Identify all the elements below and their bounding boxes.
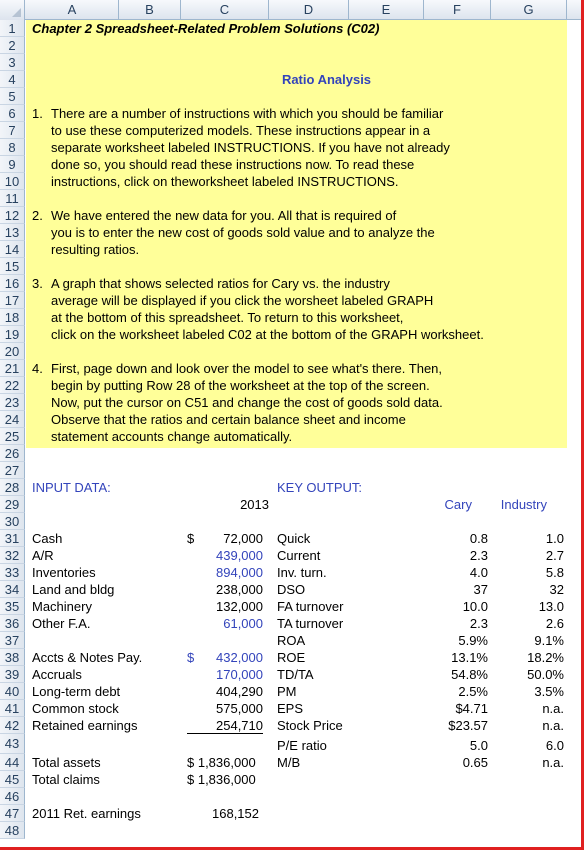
row-header-37[interactable]: 37 xyxy=(0,632,25,649)
output-cary: 0.8 xyxy=(469,531,488,546)
instruction-line: resulting ratios. xyxy=(51,242,140,257)
sheet-title: Chapter 2 Spreadsheet-Related Problem Solutions (C02) xyxy=(32,21,380,36)
year-header: 2013 xyxy=(240,497,269,512)
input-value: 132,000 xyxy=(216,599,263,614)
total-assets-value: $ 1,836,000 xyxy=(187,755,256,770)
instruction-number: 3. xyxy=(32,276,43,291)
row-header-36[interactable]: 36 xyxy=(0,615,25,632)
output-label: Stock Price xyxy=(277,718,343,733)
output-label: TA turnover xyxy=(277,616,344,631)
output-industry: 32 xyxy=(549,582,564,597)
instruction-number: 1. xyxy=(32,106,43,121)
instruction-line: A graph that shows selected ratios for Cary vs. the industry xyxy=(51,276,390,291)
output-industry: n.a. xyxy=(542,718,564,733)
instruction-line: There are a number of instructions with which you should be familiar xyxy=(51,106,444,121)
row-header-31[interactable]: 31 xyxy=(0,530,25,547)
output-industry: 2.6 xyxy=(545,616,564,631)
total-claims-label: Total claims xyxy=(32,772,100,787)
input-value: 72,000 xyxy=(223,531,263,546)
output-label: DSO xyxy=(277,582,306,597)
row-header-1[interactable]: 1 xyxy=(0,20,25,37)
row-header-15[interactable]: 15 xyxy=(0,258,25,275)
instruction-line: Now, put the cursor on C51 and change the cost of goods sold data. xyxy=(51,395,443,410)
output-label: Quick xyxy=(277,531,311,546)
input-value: 254,710 xyxy=(187,717,263,734)
row-header-27[interactable]: 27 xyxy=(0,462,25,479)
row-header-19[interactable]: 19 xyxy=(0,326,25,343)
row-header-40[interactable]: 40 xyxy=(0,683,25,700)
column-header-g[interactable]: G xyxy=(491,0,567,20)
output-label: ROE xyxy=(277,650,306,665)
output-cary: 5.9% xyxy=(458,633,488,648)
output-industry: 1.0 xyxy=(545,531,564,546)
row-header-7[interactable]: 7 xyxy=(0,122,25,139)
output-cary: 4.0 xyxy=(469,565,488,580)
input-value: 575,000 xyxy=(216,701,263,716)
output-cary: 10.0 xyxy=(462,599,488,614)
input-label: Other F.A. xyxy=(32,616,91,631)
dollar-sign: $ xyxy=(187,650,195,665)
row-header-34[interactable]: 34 xyxy=(0,581,25,598)
input-label: Inventories xyxy=(32,565,96,580)
row-header-16[interactable]: 16 xyxy=(0,275,25,292)
output-cary: $23.57 xyxy=(448,718,488,733)
row-header-47[interactable]: 47 xyxy=(0,805,25,822)
instruction-line: click on the worksheet labeled C02 at the bottom of the GRAPH worksheet. xyxy=(51,327,484,342)
output-cary: 13.1% xyxy=(451,650,488,665)
output-cary: 2.3 xyxy=(469,548,488,563)
input-label: Machinery xyxy=(32,599,92,614)
row-header-35[interactable]: 35 xyxy=(0,598,25,615)
output-cary: 5.0 xyxy=(469,738,488,753)
output-industry: 2.7 xyxy=(545,548,564,563)
row-header-8[interactable]: 8 xyxy=(0,139,25,156)
output-cary: 0.65 xyxy=(462,755,488,770)
row-header-21[interactable]: 21 xyxy=(0,360,25,377)
output-label: TD/TA xyxy=(277,667,314,682)
row-header-9[interactable]: 9 xyxy=(0,156,25,173)
column-header-d[interactable]: D xyxy=(269,0,349,20)
instruction-line: begin by putting Row 28 of the worksheet at the top of the screen. xyxy=(51,378,430,393)
ret-earnings-value: 168,152 xyxy=(212,806,259,821)
cary-header: Cary xyxy=(444,497,472,512)
input-value: 894,000 xyxy=(216,565,263,580)
row-header-24[interactable]: 24 xyxy=(0,411,25,428)
instruction-line: statement accounts change automatically. xyxy=(51,429,293,444)
row-header-11[interactable]: 11 xyxy=(0,190,25,207)
row-header-39[interactable]: 39 xyxy=(0,666,25,683)
row-header-22[interactable]: 22 xyxy=(0,377,25,394)
key-output-label: KEY OUTPUT: xyxy=(277,480,363,495)
input-label: A/R xyxy=(32,548,54,563)
input-label: Accruals xyxy=(32,667,82,682)
output-cary: 37 xyxy=(473,582,488,597)
input-value: 170,000 xyxy=(216,667,263,682)
input-label: Cash xyxy=(32,531,63,546)
row-header-41[interactable]: 41 xyxy=(0,700,25,717)
instruction-line: to use these computerized models. These instructions appear in a xyxy=(51,123,431,138)
row-header-26[interactable]: 26 xyxy=(0,445,25,462)
row-header-17[interactable]: 17 xyxy=(0,292,25,309)
instruction-line: instructions, click on theworksheet labeled INSTRUCTIONS. xyxy=(51,174,399,189)
row-header-33[interactable]: 33 xyxy=(0,564,25,581)
column-header-c[interactable]: C xyxy=(181,0,269,20)
row-header-3[interactable]: 3 xyxy=(0,54,25,71)
instruction-line: at the bottom of this spreadsheet. To return to this worksheet, xyxy=(51,310,404,325)
row-header-5[interactable]: 5 xyxy=(0,88,25,105)
row-header-25[interactable]: 25 xyxy=(0,428,25,445)
row-header-28[interactable]: 28 xyxy=(0,479,25,496)
output-label: P/E ratio xyxy=(277,738,327,753)
instruction-line: Observe that the ratios and certain balance sheet and income xyxy=(51,412,406,427)
instruction-line: First, page down and look over the model to see what's there. Then, xyxy=(51,361,443,376)
column-header-a[interactable]: A xyxy=(26,0,119,20)
row-header-2[interactable]: 2 xyxy=(0,37,25,54)
total-claims-value: $ 1,836,000 xyxy=(187,772,256,787)
row-header-30[interactable]: 30 xyxy=(0,513,25,530)
output-industry: n.a. xyxy=(542,755,564,770)
row-header-23[interactable]: 23 xyxy=(0,394,25,411)
row-header-14[interactable]: 14 xyxy=(0,241,25,258)
input-label: Accts & Notes Pay. xyxy=(32,650,143,665)
output-label: PM xyxy=(277,684,297,699)
input-label: Retained earnings xyxy=(32,718,138,733)
row-header-10[interactable]: 10 xyxy=(0,173,25,190)
row-header-12[interactable]: 12 xyxy=(0,207,25,224)
row-header-42[interactable]: 42 xyxy=(0,717,25,734)
industry-header: Industry xyxy=(500,497,547,512)
instruction-line: you is to enter the new cost of goods sold value and to analyze the xyxy=(51,225,435,240)
input-value: 238,000 xyxy=(216,582,263,597)
instruction-line: separate worksheet labeled INSTRUCTIONS. If you have not already xyxy=(51,140,450,155)
instruction-line: average will be displayed if you click the worsheet labeled GRAPH xyxy=(51,293,434,308)
input-value: 439,000 xyxy=(216,548,263,563)
input-value: 432,000 xyxy=(216,650,263,665)
column-header-f[interactable]: F xyxy=(424,0,491,20)
output-industry: 18.2% xyxy=(527,650,564,665)
section-heading: Ratio Analysis xyxy=(281,72,372,87)
column-header-b[interactable]: B xyxy=(119,0,181,20)
input-label: Land and bldg xyxy=(32,582,115,597)
instruction-number: 4. xyxy=(32,361,43,376)
output-label: EPS xyxy=(277,701,304,716)
output-industry: 6.0 xyxy=(545,738,564,753)
output-label: Inv. turn. xyxy=(277,565,327,580)
input-label: Long-term debt xyxy=(32,684,121,699)
instruction-number: 2. xyxy=(32,208,43,223)
row-header-46[interactable]: 46 xyxy=(0,788,25,805)
column-header-e[interactable]: E xyxy=(349,0,424,20)
output-industry: 3.5% xyxy=(534,684,564,699)
output-cary: 54.8% xyxy=(451,667,488,682)
row-header-18[interactable]: 18 xyxy=(0,309,25,326)
output-industry: 9.1% xyxy=(534,633,564,648)
input-value: 61,000 xyxy=(223,616,263,631)
output-industry: 13.0 xyxy=(538,599,564,614)
dollar-sign: $ xyxy=(187,531,195,546)
row-header-43[interactable]: 43 xyxy=(0,734,25,754)
total-assets-label: Total assets xyxy=(32,755,101,770)
row-header-32[interactable]: 32 xyxy=(0,547,25,564)
output-industry: n.a. xyxy=(542,701,564,716)
column-header-bar xyxy=(0,0,581,20)
select-all-corner[interactable] xyxy=(0,0,25,20)
row-header-45[interactable]: 45 xyxy=(0,771,25,788)
output-label: M/B xyxy=(277,755,301,770)
row-header-20[interactable]: 20 xyxy=(0,343,25,360)
output-label: ROA xyxy=(277,633,306,648)
row-header-6[interactable]: 6 xyxy=(0,105,25,122)
row-header-29[interactable]: 29 xyxy=(0,496,25,513)
row-header-13[interactable]: 13 xyxy=(0,224,25,241)
input-data-label: INPUT DATA: xyxy=(32,480,111,495)
row-header-48[interactable]: 48 xyxy=(0,822,25,839)
output-industry: 5.8 xyxy=(545,565,564,580)
output-label: Current xyxy=(277,548,321,563)
row-header-38[interactable]: 38 xyxy=(0,649,25,666)
worksheet-grid[interactable] xyxy=(26,20,581,850)
output-label: FA turnover xyxy=(277,599,344,614)
output-cary: 2.5% xyxy=(458,684,488,699)
row-header-44[interactable]: 44 xyxy=(0,754,25,771)
output-cary: 2.3 xyxy=(469,616,488,631)
ret-earnings-label: 2011 Ret. earnings xyxy=(32,806,141,821)
row-header-4[interactable]: 4 xyxy=(0,71,25,88)
input-value: 404,290 xyxy=(216,684,263,699)
input-label: Common stock xyxy=(32,701,119,716)
instruction-line: done so, you should read these instructions now. To read these xyxy=(51,157,415,172)
output-industry: 50.0% xyxy=(527,667,564,682)
output-cary: $4.71 xyxy=(455,701,488,716)
instruction-line: We have entered the new data for you. All that is required of xyxy=(51,208,397,223)
